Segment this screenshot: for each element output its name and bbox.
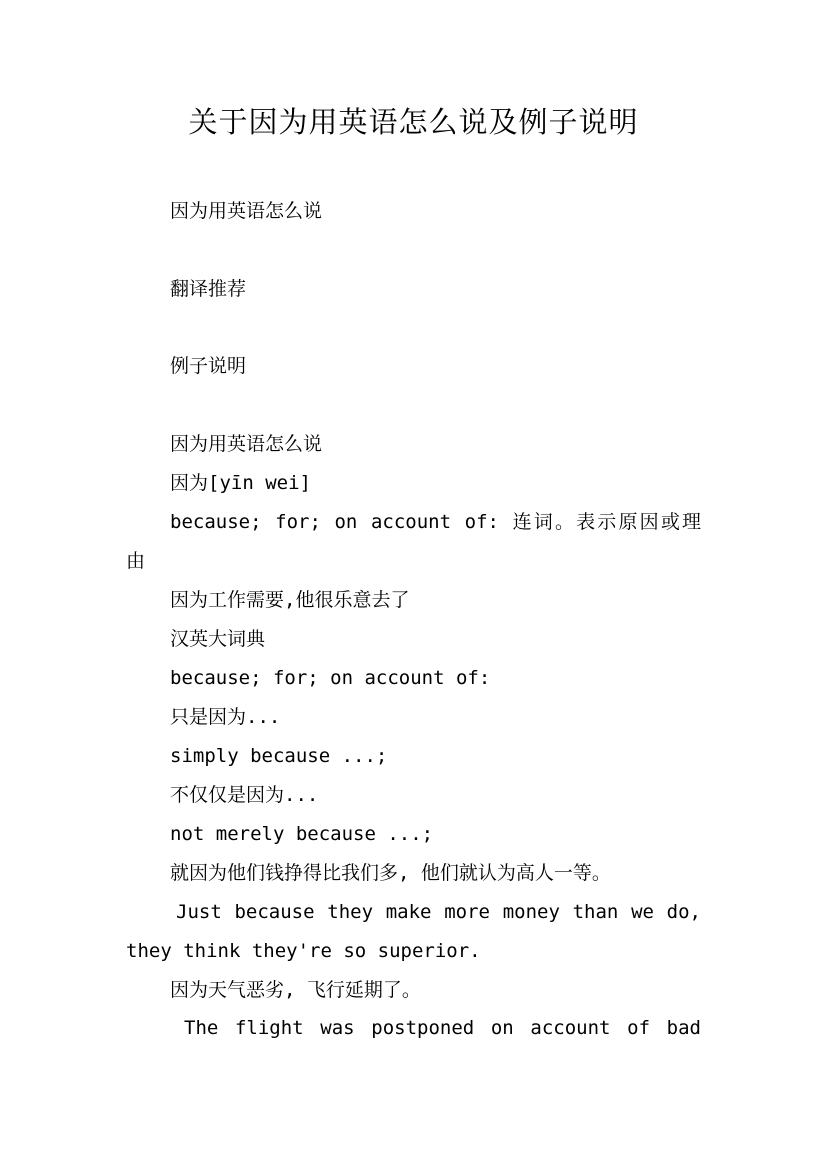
example-3-cn: 因为天气恶劣, 飞行延期了。 <box>170 979 421 1001</box>
example-2-en-line-1: Just because they make more money than we do, <box>176 901 701 923</box>
phrase-2-en: not merely because ...; <box>170 823 434 845</box>
pinyin-line: 因为[yīn wei] <box>170 472 311 494</box>
dictionary-entry: because; for; on account of: <box>170 667 491 689</box>
definition-line-1: because; for; on account of: 连词。表示原因或理 <box>170 511 701 533</box>
phrase-1-en: simply because ...; <box>170 745 388 767</box>
dictionary-name: 汉英大词典 <box>170 628 266 650</box>
example-2-cn: 就因为他们钱挣得比我们多, 他们就认为高人一等。 <box>170 862 611 884</box>
document-title: 关于因为用英语怎么说及例子说明 <box>188 105 639 139</box>
toc-item-how-to-say: 因为用英语怎么说 <box>170 200 323 222</box>
example-3-en-line-1: The flight was postponed on account of bad <box>184 1017 701 1039</box>
toc-item-translation: 翻译推荐 <box>170 278 247 300</box>
definition-line-2: 由 <box>126 550 146 572</box>
example-2-en-line-2: they think they're so superior. <box>126 940 481 962</box>
example-cn-1: 因为工作需要,他很乐意去了 <box>170 589 410 611</box>
section-heading: 因为用英语怎么说 <box>170 433 323 455</box>
phrase-2-cn: 不仅仅是因为... <box>170 784 319 806</box>
toc-item-examples: 例子说明 <box>170 355 247 377</box>
phrase-1-cn: 只是因为... <box>170 706 281 728</box>
